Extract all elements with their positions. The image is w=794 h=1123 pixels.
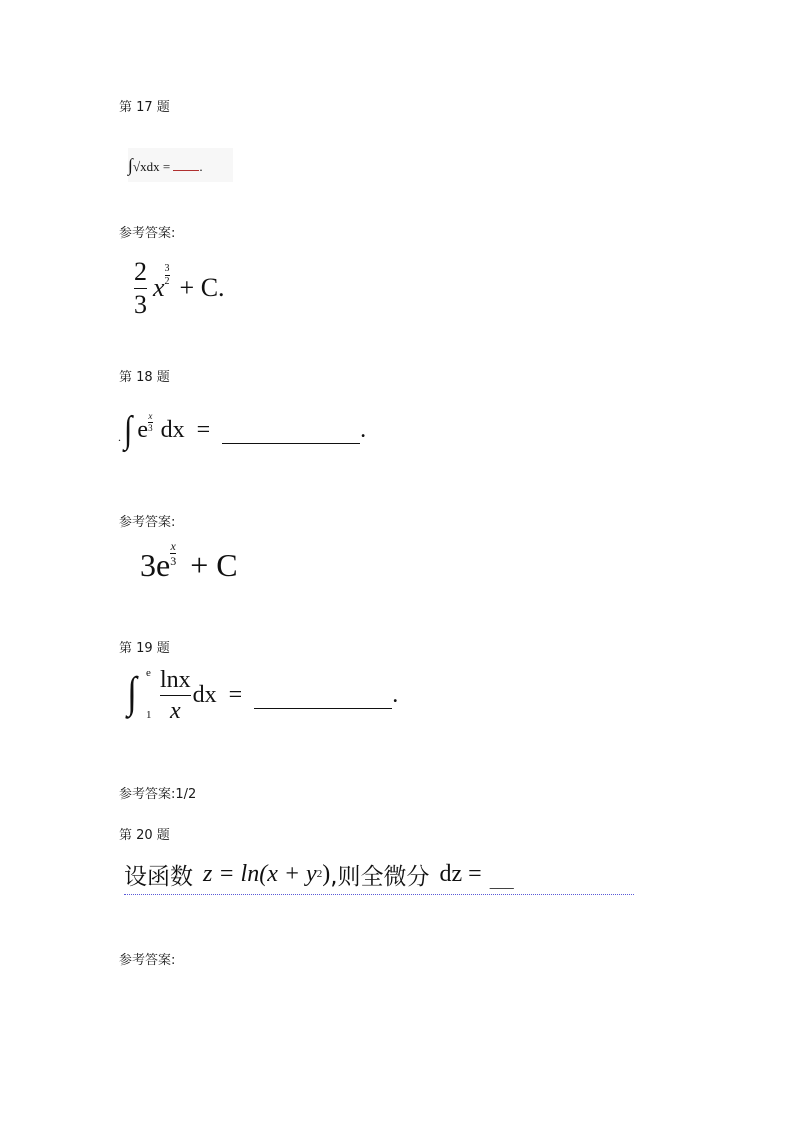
question-18-formula xyxy=(118,400,366,460)
leading-dot: . xyxy=(118,429,121,444)
denominator: 3 xyxy=(134,289,147,319)
exponent-fraction xyxy=(165,264,170,287)
suffix-text: ,则全微分 xyxy=(330,863,430,890)
dz-equals: dz = xyxy=(439,860,482,887)
answer-19-label: 参考答案:1/2 xyxy=(119,787,197,802)
question-19-label: 第 19 题 xyxy=(119,641,170,656)
answer-18-label: 参考答案: xyxy=(119,515,176,530)
question-20-label: 第 20 题 xyxy=(119,828,170,843)
question-17-label: 第 17 题 xyxy=(119,100,170,115)
answer-17-formula xyxy=(134,258,225,318)
fraction-bar xyxy=(134,288,147,289)
equals-sign: = xyxy=(228,681,243,708)
dx: dx xyxy=(146,159,160,174)
answer-20-label: 参考答案: xyxy=(119,953,176,968)
fraction xyxy=(160,668,191,723)
equals-sign: = xyxy=(162,159,171,174)
sqrt-x: √x xyxy=(132,159,147,174)
upper-limit: e xyxy=(146,667,151,679)
answer-17-label: 参考答案: xyxy=(119,226,176,241)
plus-constant: + C. xyxy=(179,273,225,302)
base-e: e xyxy=(137,416,149,443)
answer-18-formula xyxy=(140,540,238,590)
definite-integral xyxy=(126,665,156,725)
question-18-label: 第 18 题 xyxy=(119,370,170,385)
answer-blank: ___ xyxy=(489,874,514,891)
lower-limit: 1 xyxy=(146,709,152,721)
question-19-formula xyxy=(126,664,398,726)
numerator: 2 xyxy=(134,256,147,286)
coefficient-3e: 3e xyxy=(140,546,171,583)
exponent-denominator: 2 xyxy=(164,276,170,287)
plus-constant: + C xyxy=(190,546,238,583)
exponent-numerator: 3 xyxy=(164,263,170,274)
question-20-formula xyxy=(124,856,634,895)
exponent-numerator: x xyxy=(170,539,176,553)
equals-sign: = xyxy=(196,416,211,443)
exponent-fraction xyxy=(148,412,153,433)
close-paren: ) xyxy=(322,860,331,887)
answer-blank xyxy=(173,170,199,171)
period: . xyxy=(199,159,203,174)
integral-sign: ∫ xyxy=(128,155,133,175)
answer-blank xyxy=(222,417,360,444)
dx: dx xyxy=(192,681,217,708)
variable-x: x xyxy=(153,273,165,302)
denominator: x xyxy=(170,697,181,724)
answer-blank xyxy=(254,682,392,709)
dx: dx xyxy=(160,416,185,443)
fraction xyxy=(134,256,147,319)
expression: z = ln(x + y xyxy=(203,860,317,887)
numerator: lnx xyxy=(160,666,191,693)
exponent-numerator: x xyxy=(148,411,153,421)
exponent-denominator: 3 xyxy=(148,423,153,433)
fraction-bar xyxy=(160,695,191,696)
integral-sign: ∫ xyxy=(124,409,133,451)
prefix-text: 设函数 xyxy=(124,863,193,890)
exponent-denominator: 3 xyxy=(170,554,177,568)
exponent-fraction xyxy=(170,540,176,567)
period: . xyxy=(392,681,399,708)
integral-sign: ∫ xyxy=(127,668,137,717)
exponent: 2 xyxy=(316,868,323,880)
period: . xyxy=(360,416,367,443)
question-17-formula xyxy=(128,148,233,182)
